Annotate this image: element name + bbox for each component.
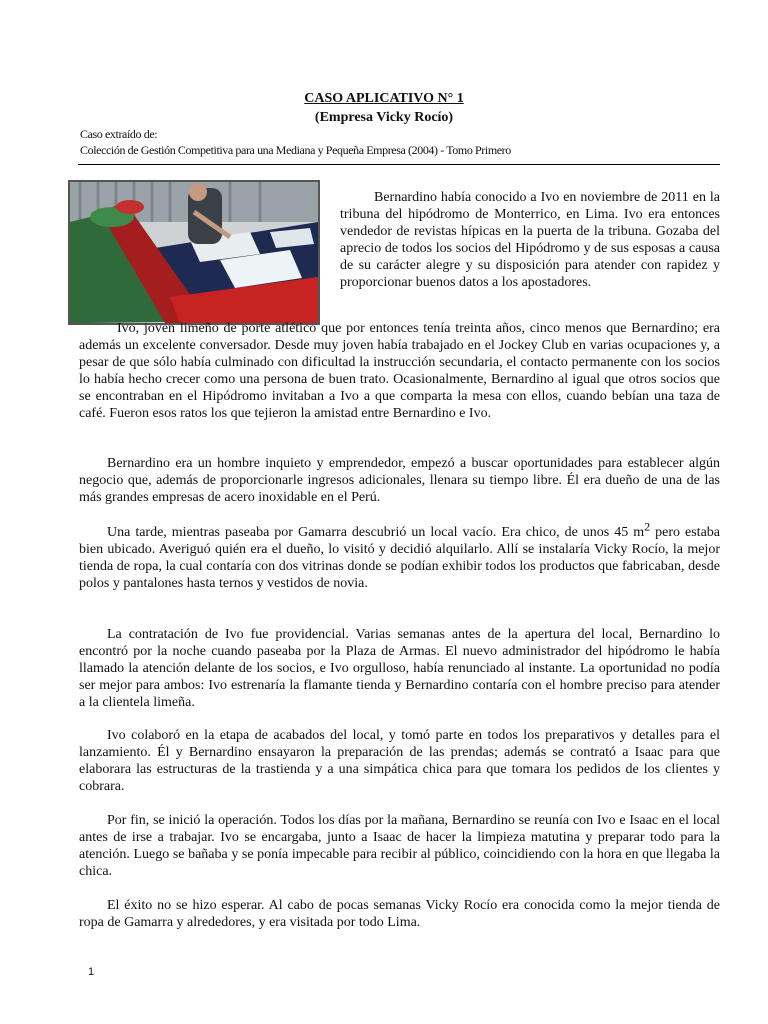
paragraph-6: Ivo colaboró en la etapa de acabados del local, y tomó parte en todos los preparativos y detalles para el lanzamiento. Él y Bernardino ensayaron la preparación de las prendas; además se contrató a Isaac para que elaborara las estructuras de la trastienda y a una simpática chica para que tomara los pedidos de los clientes y cobrara. bbox=[79, 728, 720, 794]
area-superscript: 2 bbox=[644, 519, 651, 534]
paragraph-4-lead: Una tarde, mientras paseaba por Gamarra descubrió un local vacío. Era chico, de unos 45 m bbox=[107, 525, 645, 540]
source-label: Caso extraído de: bbox=[80, 127, 158, 141]
header-rule bbox=[78, 164, 720, 165]
paragraph-1: Bernardino había conocido a Ivo en noviembre de 2011 en la tribuna del hipódromo de Monterrico, en Lima. Ivo era entonces vendedor de revistas hípicas en la puerta de la tribuna. Gozaba del aprecio de todos los socios del Hipódromo y de sus esposas a causa de su carácter alegre y su disposición para atender con rapidez y proporcionar buenos datos a los apostadores. bbox=[340, 190, 720, 290]
document-subtitle: (Empresa Vicky Rocío) bbox=[314, 110, 454, 125]
paragraph-8: El éxito no se hizo esperar. Al cabo de pocas semanas Vicky Rocío era conocida como la mejor tienda de ropa de Gamarra y alrededores, y era visitada por todo Lima. bbox=[79, 898, 720, 930]
paragraph-7: Por fin, se inició la operación. Todos los días por la mañana, Bernardino se reunía con Ivo e Isaac en el local antes de irse a trabajar. Ivo se encargaba, junto a Isaac de hacer la limpieza matutina y preparar todo para la atención. Luego se bañaba y se ponía impecable para recibir al público, coincidiendo con la hora en que llegaba la chica. bbox=[79, 813, 720, 879]
case-photo bbox=[68, 180, 320, 325]
page-number: 1 bbox=[88, 966, 95, 978]
paragraph-4-rest: pero estaba bien ubicado. Averiguó quién era el dueño, lo visitó y decidió alquilarlo. Allí se instalaría Vicky Rocío, la mejor tienda de ropa, la cual contaría con dos vitrinas donde se podían exhibir todos los productos que fabricaban, desde polos y pantalones hasta ternos y vestidos de novia. bbox=[79, 525, 720, 591]
paragraph-3: Bernardino era un hombre inquieto y emprendedor, empezó a buscar oportunidades para establecer algún negocio que, además de proporcionarle ingresos adicionales, llenara su tiempo libre. Él era dueño de una de las más grandes empresas de acero inoxidable en el Perú. bbox=[79, 456, 720, 505]
paragraph-2: Ivo, joven limeño de porte atlético que por entonces tenía treinta años, cinco menos que Bernardino; era además un excelente conversador. Desde muy joven había trabajado en el Jockey Club en varias ocupaciones y, a pesar de que sólo había culminado con dificultad la instrucción secundaria, el contacto permanente con los socios lo había hecho crecer como una persona de buen trato. Ocasionalmente, Bernardino al igual que otros socios que se encontraban en el Hipódromo invitaban a Ivo a que comparta la mesa con ellos, cuando bebían una taza de café. Fueron esos ratos los que tejieron la amistad entre Bernardino e Ivo. bbox=[79, 321, 720, 421]
photo-illustration bbox=[70, 182, 318, 323]
paragraph-4 bbox=[79, 519, 720, 592]
source-citation: Colección de Gestión Competitiva para una Mediana y Pequeña Empresa (2004) - Tomo Primero bbox=[80, 143, 511, 157]
document-title: CASO APLICATIVO N° 1 bbox=[304, 91, 464, 106]
paragraph-5: La contratación de Ivo fue providencial. Varias semanas antes de la apertura del local, Bernardino lo encontró por la noche cuando paseaba por la Plaza de Armas. El nuevo administrador del hipódromo le había llamado la atención delante de los socios, e Ivo orgulloso, había renunciado al instante. La oportunidad no podía ser mejor para ambos: Ivo estrenaría la flamante tienda y Bernardino contaría con el hombre preciso para atender a la clientela limeña. bbox=[79, 627, 720, 710]
